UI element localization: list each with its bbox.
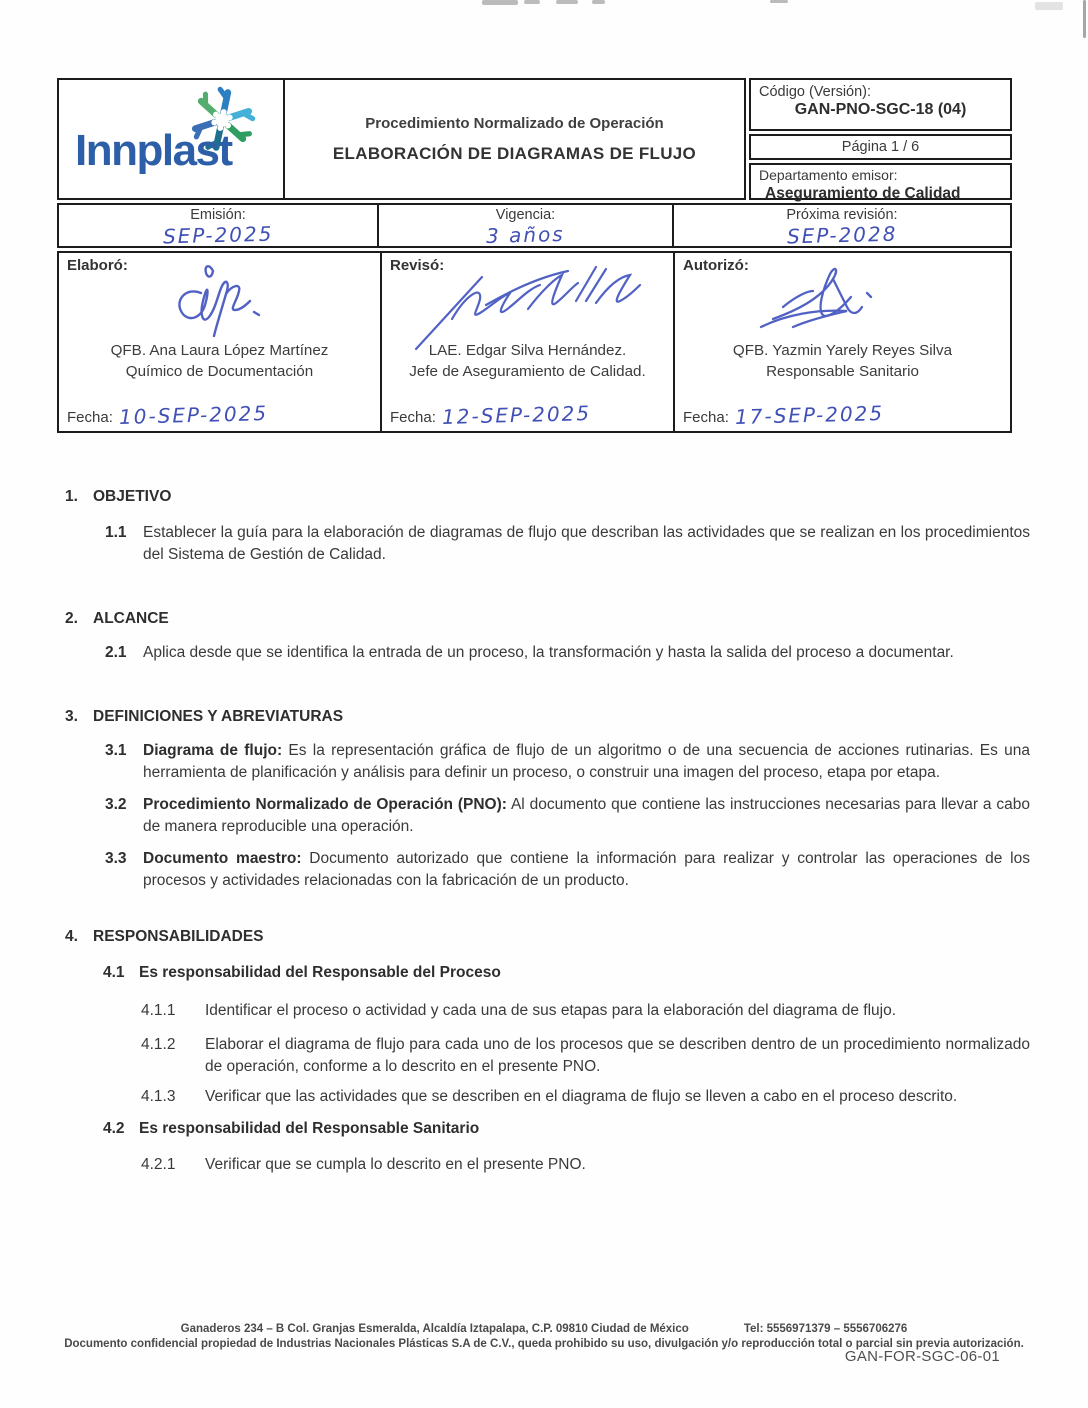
emission-handwritten-value: SEP-2025: [162, 221, 274, 249]
paragraph-number: 3.1: [105, 742, 127, 759]
subsection-number: 4.2: [103, 1120, 125, 1137]
reviso-fecha-label: Fecha:: [390, 409, 436, 426]
reviso-name-block: [382, 341, 673, 382]
scan-artifact: [592, 0, 605, 4]
document-title: ELABORACIÓN DE DIAGRAMAS DE FLUJO: [332, 143, 697, 163]
footer-confidential-line: Documento confidencial propiedad de Industrias Nacionales Plásticas S.A de C.V., queda prohibido su uso, divulgación y/o reproducción total o parcial sin previa autorización.: [64, 1338, 1024, 1350]
title-cell: [285, 80, 744, 198]
elaboro-name-block: [59, 341, 380, 382]
reviso-signature-icon: [408, 257, 648, 353]
section-heading-alcance: [57, 608, 1030, 630]
code-label: Código (Versión):: [759, 84, 872, 100]
scan-artifact: [1035, 2, 1063, 10]
subsection-title: Es responsabilidad del Responsable del Proceso: [139, 964, 501, 981]
reviso-cell: [380, 253, 673, 431]
definition-text: Documento autorizado que contiene la información para realizar y controlar las operaciones de los procesos y actividades relacionadas con la fabricación de un producto.: [143, 850, 1030, 889]
definition-term: Documento maestro:: [143, 850, 302, 867]
next-review-label: Próxima revisión:: [786, 207, 898, 223]
paragraph-3-3: [57, 848, 1030, 892]
validity-cell: [377, 205, 672, 249]
autorizo-cell: [673, 253, 1010, 431]
paragraph-number: 4.1.1: [141, 1002, 176, 1019]
elaboro-signature-icon: [155, 257, 285, 343]
paragraph-number: 3.3: [105, 850, 127, 867]
elaboro-fecha-label: Fecha:: [67, 409, 113, 426]
dates-row: [57, 203, 1012, 248]
footer-address-line: [0, 1322, 1088, 1337]
scan-artifact: [1083, 0, 1086, 38]
reviso-fecha-value: 12-SEP-2025: [441, 401, 592, 429]
paragraph-text: [143, 848, 1030, 892]
header-table: [57, 78, 1012, 433]
subsection-4-1: [57, 962, 1030, 984]
elaboro-name: QFB. Ana Laura López Martínez: [110, 342, 329, 359]
autorizo-title: Responsable Sanitario: [766, 362, 919, 380]
definition-term: Diagrama de flujo:: [143, 742, 283, 759]
definition-term: Procedimiento Normalizado de Operación (PNO):: [143, 796, 507, 813]
section-title: DEFINICIONES Y ABREVIATURAS: [93, 708, 344, 725]
footer-form-code: GAN-FOR-SGC-06-01: [844, 1348, 1000, 1365]
document-type: Procedimiento Normalizado de Operación: [365, 114, 664, 132]
autorizo-fecha-value: 17-SEP-2025: [734, 401, 885, 429]
autorizo-name: QFB. Yazmin Yarely Reyes Silva: [732, 342, 953, 359]
emission-cell: [59, 205, 377, 249]
section-heading-responsabilidades: [57, 926, 1030, 948]
header-main-box: [57, 78, 746, 200]
paragraph-1-1: [57, 522, 1030, 566]
department-box: [749, 163, 1012, 200]
paragraph-number: 4.1.2: [141, 1036, 176, 1053]
reviso-name: LAE. Edgar Silva Hernández.: [428, 342, 627, 359]
autorizo-label: Autorizó:: [683, 257, 749, 274]
paragraph-number: 2.1: [105, 644, 127, 661]
page-number: Página 1 / 6: [841, 139, 920, 155]
department-value: Aseguramiento de Calidad: [765, 185, 961, 202]
next-review-handwritten-value: SEP-2028: [786, 221, 898, 249]
paragraph-number: 4.2.1: [141, 1156, 176, 1173]
validity-handwritten-value: 3 años: [485, 221, 566, 249]
paragraph-4-2-1: [57, 1154, 1030, 1176]
signatures-row: [57, 251, 1012, 433]
scan-artifact: [524, 0, 540, 4]
section-heading-definiciones: [57, 706, 1030, 728]
elaboro-title: Químico de Documentación: [125, 362, 314, 380]
paragraph-4-1-3: [57, 1086, 1030, 1108]
scan-artifact: [556, 0, 578, 4]
scan-artifact: [482, 0, 518, 5]
logo-cell: [59, 80, 285, 198]
paragraph-text: Elaborar el diagrama de flujo para cada uno de los procesos que se describen dentro de un procedimiento normalizado de operación, conforme a lo descrito en el presente PNO.: [205, 1036, 1030, 1075]
paragraph-text: Aplica desde que se identifica la entrada de un proceso, la transformación y hasta la salida del proceso a documentar.: [143, 644, 954, 661]
elaboro-label: Elaboró:: [67, 257, 128, 274]
subsection-number: 4.1: [103, 964, 125, 981]
footer-address: Ganaderos 234 – B Col. Granjas Esmeralda, Alcaldía Iztapalapa, C.P. 09810 Ciudad de México: [180, 1323, 689, 1335]
section-number: 3.: [65, 708, 78, 725]
reviso-title: Jefe de Aseguramiento de Calidad.: [409, 362, 646, 380]
autorizo-fecha-row: [683, 403, 884, 427]
section-title: OBJETIVO: [93, 488, 172, 505]
page-number-box: [749, 134, 1012, 160]
definition-text: Al documento que contiene las instrucciones necesarias para llevar a cabo de manera reproducible una operación.: [143, 796, 1030, 835]
subsection-4-2: [57, 1118, 1030, 1140]
paragraph-text: Identificar el proceso o actividad y cada una de sus etapas para la elaboración del diagrama de flujo.: [205, 1002, 897, 1019]
code-box: [749, 78, 1012, 131]
paragraph-text: [143, 740, 1030, 784]
reviso-fecha-row: [390, 403, 591, 427]
paragraph-text: Verificar que las actividades que se describen en el diagrama de flujo se lleven a cabo en el proceso descrito.: [205, 1088, 958, 1105]
document-body: [57, 472, 1030, 1176]
code-value: GAN-PNO-SGC-18 (04): [794, 101, 967, 118]
section-number: 2.: [65, 610, 78, 627]
elaboro-cell: [59, 253, 380, 431]
paragraph-text: [143, 794, 1030, 838]
paragraph-4-1-2: [57, 1034, 1030, 1078]
section-number: 1.: [65, 488, 78, 505]
paragraph-number: 3.2: [105, 796, 127, 813]
autorizo-signature-icon: [743, 257, 943, 347]
definition-text: Es la representación gráfica de flujo de un algoritmo o de una secuencia de acciones rutinarias. Es una herramienta de planificación y análisis para definir un proceso, o construir una imagen del proceso, etapa por etapa.: [143, 742, 1031, 781]
department-label: Departamento emisor:: [759, 167, 898, 183]
paragraph-4-1-1: [57, 1000, 1030, 1022]
footer-telephone: Tel: 5556971379 – 5556706276: [743, 1323, 908, 1335]
paragraph-number: 4.1.3: [141, 1088, 176, 1105]
validity-label: Vigencia:: [495, 207, 556, 223]
section-number: 4.: [65, 928, 78, 945]
section-title: RESPONSABILIDADES: [93, 928, 264, 945]
section-heading-objetivo: [57, 486, 1030, 508]
paragraph-3-2: [57, 794, 1030, 838]
subsection-title: Es responsabilidad del Responsable Sanitario: [139, 1120, 480, 1137]
autorizo-fecha-label: Fecha:: [683, 409, 729, 426]
scan-artifact: [770, 0, 788, 3]
elaboro-fecha-value: 10-SEP-2025: [118, 401, 269, 429]
paragraph-2-1: [57, 642, 1030, 664]
emission-label: Emisión:: [190, 207, 246, 223]
paragraph-number: 1.1: [105, 524, 127, 541]
reviso-label: Revisó:: [390, 257, 445, 274]
autorizo-name-block: [675, 341, 1010, 382]
paragraph-text: Verificar que se cumpla lo descrito en el presente PNO.: [205, 1156, 586, 1173]
company-logo-text: Innplast: [75, 126, 232, 175]
next-review-cell: [672, 205, 1010, 249]
paragraph-text: Establecer la guía para la elaboración de diagramas de flujo que describan las actividades que se realizan en los procedimientos del Sistema de Gestión de Calidad.: [143, 524, 1030, 563]
paragraph-3-1: [57, 740, 1030, 784]
section-title: ALCANCE: [93, 610, 169, 627]
elaboro-fecha-row: [67, 403, 268, 427]
